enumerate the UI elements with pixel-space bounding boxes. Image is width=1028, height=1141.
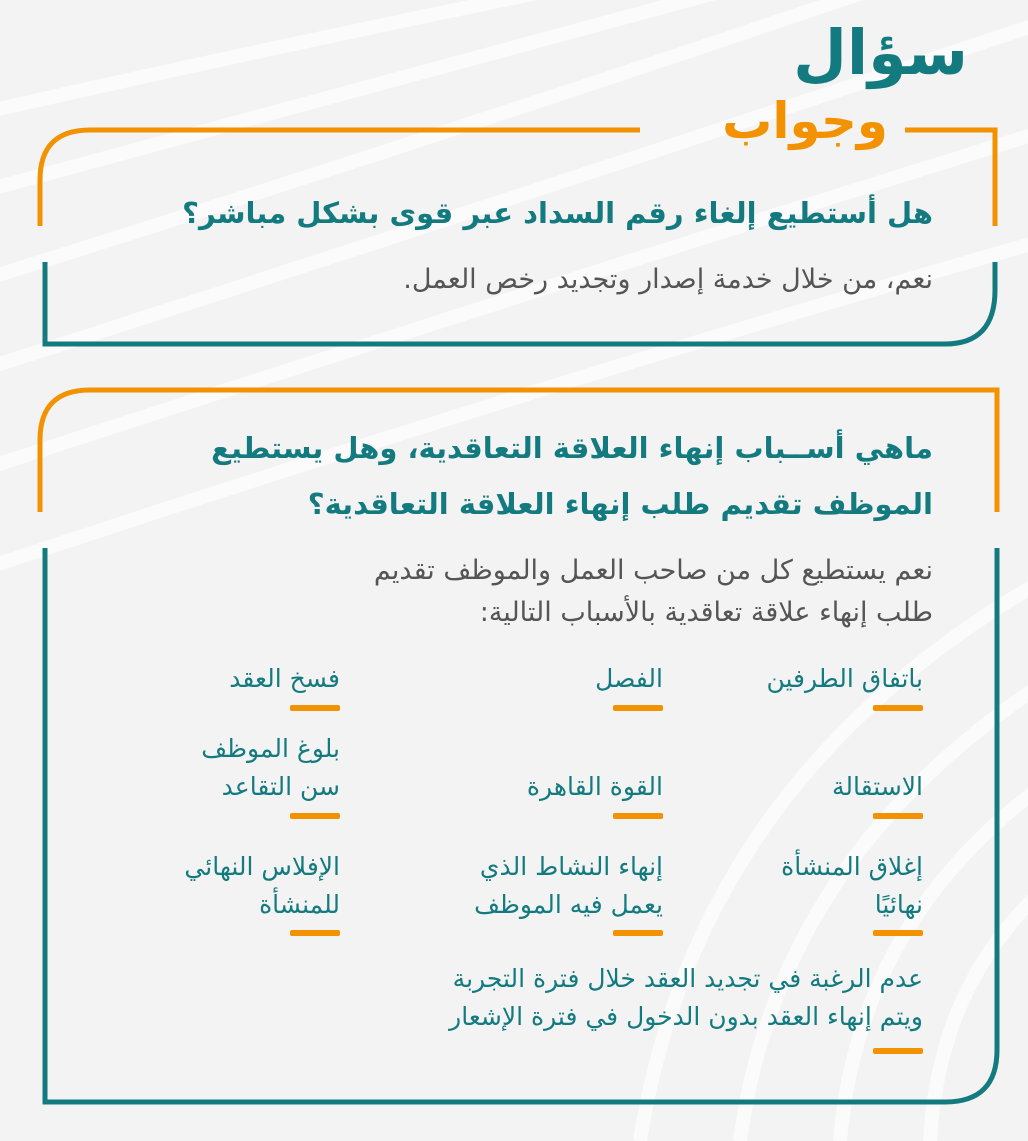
question-1: هل أستطيع إلغاء رقم السداد عبر قوى بشكل مباشر؟ — [182, 196, 933, 230]
question-2 — [73, 420, 933, 532]
reason-bankruptcy-line2: للمنشأة — [259, 890, 340, 919]
answer-2-intro — [73, 550, 933, 634]
reason-retirement-age-line2: سن التقاعد — [221, 772, 340, 801]
reason-resignation: الاستقالة — [832, 772, 923, 801]
reason-underline — [873, 813, 923, 819]
question-2-line2: الموظف تقديم طلب إنهاء العلاقة التعاقدية؟ — [307, 487, 933, 521]
reason-underline — [613, 930, 663, 936]
reason-establishment-closure-line1: إغلاق المنشأة — [781, 852, 923, 881]
reason-establishment-closure-line2: نهائيًا — [874, 890, 923, 919]
reason-mutual-agreement: باتفاق الطرفين — [766, 664, 923, 693]
reason-retirement-age-line1: بلوغ الموظف — [201, 734, 340, 763]
reason-underline — [613, 813, 663, 819]
question-2-line1: ماهي أســباب إنهاء العلاقة التعاقدية، وهل يستطيع — [211, 431, 933, 465]
reason-bankruptcy-line1: الإفلاس النهائي — [184, 852, 340, 881]
answer-2-line2: طلب إنهاء علاقة تعاقدية بالأسباب التالية: — [479, 597, 933, 628]
reason-underline — [290, 930, 340, 936]
reason-underline — [873, 705, 923, 711]
reason-bankruptcy — [184, 848, 340, 924]
reason-activity-ended-line2: يعمل فيه الموظف — [474, 890, 663, 919]
title-question: سؤال — [793, 16, 968, 89]
reason-underline — [290, 813, 340, 819]
reason-retirement-age — [201, 730, 340, 806]
reason-underline — [873, 1048, 923, 1054]
reason-activity-ended-line1: إنهاء النشاط الذي — [479, 852, 663, 881]
reason-no-renewal-line1: عدم الرغبة في تجديد العقد خلال فترة التجربة — [452, 964, 923, 993]
reason-activity-ended — [474, 848, 663, 924]
title-answer: وجواب — [722, 92, 888, 150]
answer-1: نعم، من خلال خدمة إصدار وتجديد رخص العمل. — [403, 264, 933, 295]
reason-underline — [290, 705, 340, 711]
reason-force-majeure: القوة القاهرة — [526, 772, 663, 801]
reason-establishment-closure — [781, 848, 923, 924]
answer-2-line1: نعم يستطيع كل من صاحب العمل والموظف تقديم — [373, 555, 933, 586]
reason-contract-termination: فسخ العقد — [229, 664, 340, 693]
reason-underline — [613, 705, 663, 711]
reason-dismissal: الفصل — [595, 664, 663, 693]
reason-underline — [873, 930, 923, 936]
reason-no-renewal-probation — [449, 960, 923, 1036]
reason-no-renewal-line2: ويتم إنهاء العقد بدون الدخول في فترة الإشعار — [449, 1002, 923, 1031]
